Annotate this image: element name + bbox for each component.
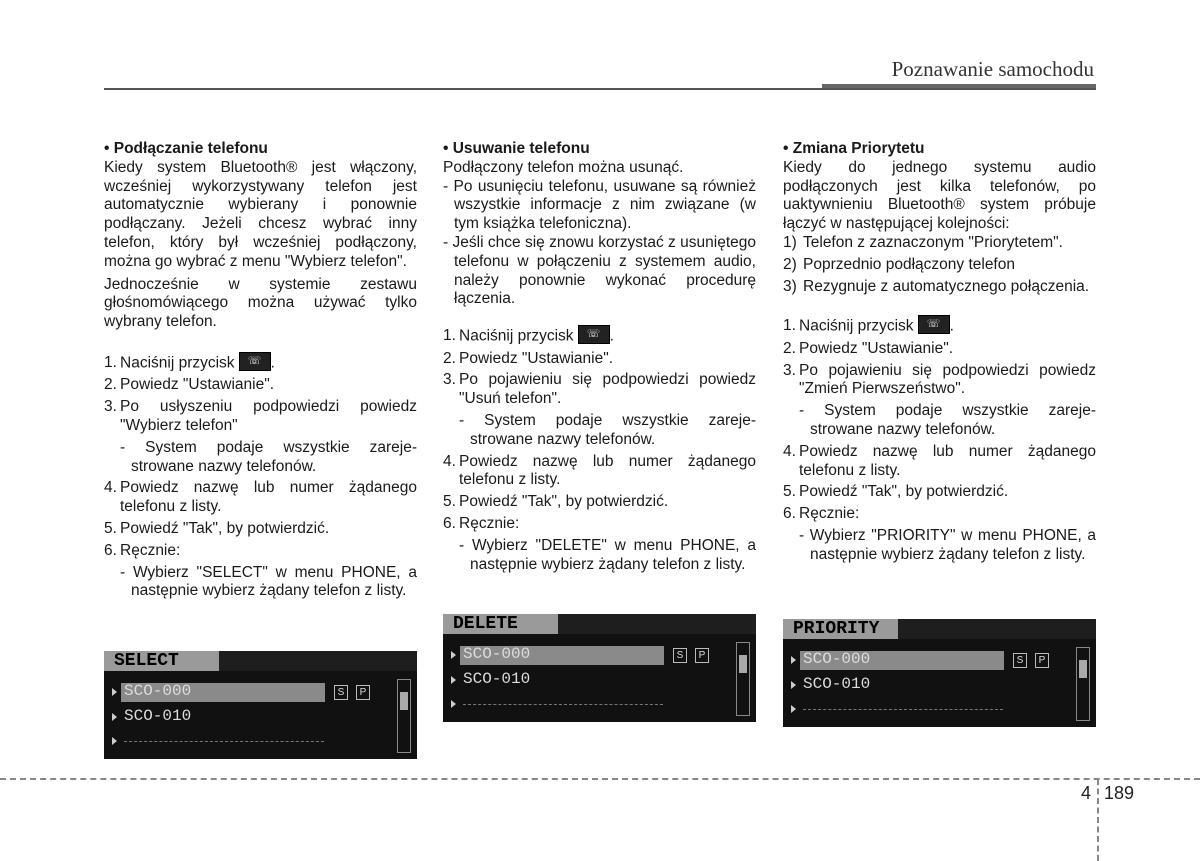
s-badge: S <box>673 648 687 663</box>
page-number: 189 <box>1104 783 1135 803</box>
column-delete-phone <box>443 140 756 577</box>
step-1: 1. Naciśnij przycisk ☏ . <box>443 327 614 345</box>
step-6-note: - Wybierz "SELECT" w menu PHONE, a następnie wybierz żądany telefon z listy. <box>120 563 417 600</box>
footer-rule <box>0 778 1200 780</box>
row-arrow-icon <box>791 681 796 689</box>
list-item[interactable]: SCO-000 <box>463 645 531 663</box>
row-arrow-icon <box>112 737 117 745</box>
row-arrow-icon <box>451 676 456 684</box>
priority-order-3: 3) Rezygnuje z automatycznego połączenia. <box>783 277 1090 295</box>
row-arrow-icon <box>791 705 796 713</box>
step-6: 6. Ręcznie: <box>783 505 860 523</box>
list-item[interactable]: SCO-010 <box>124 707 192 725</box>
step-3: 3. Po pojawieniu się podpowiedzi powiedz "Zmień Pierwszeństwo". <box>783 361 1096 398</box>
step-3: 3. Po pojawieniu się podpowiedzi powiedz "Usuń telefon". <box>443 371 756 408</box>
note: - Jeśli chce się znowu korzystać z usuniętego telefonu w połączeniu z systemem audio, należy ponownie wykonać procedurę łączenia. <box>443 233 756 308</box>
screen-title: PRIORITY <box>783 619 898 639</box>
step-3: 3. Po usłyszeniu podpowiedzi powiedz "Wybierz telefon" <box>104 398 417 434</box>
step-5: 5. Powiedź "Tak", by potwierdzić. <box>443 493 669 511</box>
step-4: 4. Powiedz nazwę lub numer żądanego telefonu z listy. <box>443 452 756 489</box>
row-arrow-icon <box>112 688 117 696</box>
delete-screen <box>443 614 756 722</box>
empty-row-dots <box>124 741 324 742</box>
list-item[interactable]: SCO-000 <box>803 650 871 668</box>
section-heading: • Usuwanie telefonu <box>443 140 590 157</box>
step-4: 4. Powiedz nazwę lub numer żądanego telefonu z listy. <box>104 479 417 516</box>
footer-divider <box>1097 779 1099 861</box>
p-badge: P <box>1035 653 1049 668</box>
priority-screen <box>783 619 1096 727</box>
step-6: 6. Ręcznie: <box>104 541 181 559</box>
step-2: 2. Powiedz "Ustawianie". <box>104 376 275 394</box>
phone-button-icon: ☏ <box>918 315 950 334</box>
s-badge: S <box>334 685 348 700</box>
list-item[interactable]: SCO-000 <box>124 682 192 700</box>
step-3-note: - System podaje wszystkie zareje- strowane nazwy telefonów. <box>459 411 756 448</box>
section-heading: • Podłączanie telefonu <box>104 140 268 157</box>
step-3-note: - System podaje wszystkie zareje- strowane nazwy telefonów. <box>799 402 1096 438</box>
step-2: 2. Powiedz "Ustawianie". <box>783 339 954 357</box>
priority-order-1: 1) Telefon z zaznaczonym "Priorytetem". <box>783 233 1063 251</box>
empty-row-dots <box>463 704 663 705</box>
scrollbar[interactable] <box>1076 647 1090 721</box>
page-header-title: Poznawanie samochodu <box>891 57 1094 81</box>
scrollbar[interactable] <box>397 679 411 753</box>
step-2: 2. Powiedz "Ustawianie". <box>443 349 614 367</box>
row-arrow-icon <box>451 700 456 708</box>
screen-title: DELETE <box>443 614 558 634</box>
section-heading: • Zmiana Priorytetu <box>783 140 925 157</box>
row-arrow-icon <box>791 656 796 664</box>
step-4: 4. Powiedz nazwę lub numer żądanego telefonu z listy. <box>783 442 1096 479</box>
step-5: 5. Powiedź "Tak", by potwierdzić. <box>783 483 1009 501</box>
scrollbar[interactable] <box>736 642 750 716</box>
p-badge: P <box>356 685 370 700</box>
step-6: 6. Ręcznie: <box>443 514 520 532</box>
paragraph: Kiedy do jednego systemu audio podłączonych jest kilka telefonów, po uaktywnieniu Bluetooth® system próbuje łączyć w następującej kolejności: <box>783 158 1096 233</box>
phone-button-icon: ☏ <box>239 352 271 371</box>
paragraph: Podłączony telefon można usunąć. <box>443 158 684 176</box>
header-rule <box>104 88 1096 90</box>
select-screen <box>104 651 417 759</box>
screen-title: SELECT <box>104 651 219 671</box>
p-badge: P <box>695 648 709 663</box>
note: - Po usunięciu telefonu, usuwane są również wszystkie informacje z nim związane (w tym książka telefoniczna). <box>443 177 756 233</box>
paragraph: Kiedy system Bluetooth® jest włączony, wcześniej wykorzystywany telefon jest automatycznie wybierany i ponownie podłączany. Jeżeli chcesz wybrać inny telefon, który był wcześniej podłączony, można go wybrać z menu "Wybierz telefon". <box>104 158 417 270</box>
row-arrow-icon <box>112 713 117 721</box>
phone-button-icon: ☏ <box>578 325 610 344</box>
row-arrow-icon <box>451 651 456 659</box>
step-1: 1. Naciśnij przycisk ☏ . <box>104 353 275 372</box>
step-1: 1. Naciśnij przycisk ☏ . <box>783 317 954 335</box>
paragraph: Jednocześnie w systemie zestawu głośnomówiącego można używać tylko wybrany telefon. <box>104 275 417 331</box>
column-connect-phone <box>104 140 417 604</box>
column-change-priority <box>783 140 1096 568</box>
step-6-note: - Wybierz "DELETE" w menu PHONE, a następnie wybierz żądany telefon z listy. <box>459 536 756 573</box>
empty-row-dots <box>803 709 1003 710</box>
step-6-note: - Wybierz "PRIORITY" w menu PHONE, a następnie wybierz żądany telefon z listy. <box>799 526 1096 563</box>
priority-order-2: 2) Poprzednio podłączony telefon <box>783 255 1015 273</box>
list-item[interactable]: SCO-010 <box>463 670 531 688</box>
step-5: 5. Powiedź "Tak", by potwierdzić. <box>104 519 330 537</box>
step-3-note: - System podaje wszystkie zareje- strowane nazwy telefonów. <box>120 438 417 475</box>
s-badge: S <box>1013 653 1027 668</box>
chapter-number: 4 <box>1081 783 1092 803</box>
list-item[interactable]: SCO-010 <box>803 675 871 693</box>
